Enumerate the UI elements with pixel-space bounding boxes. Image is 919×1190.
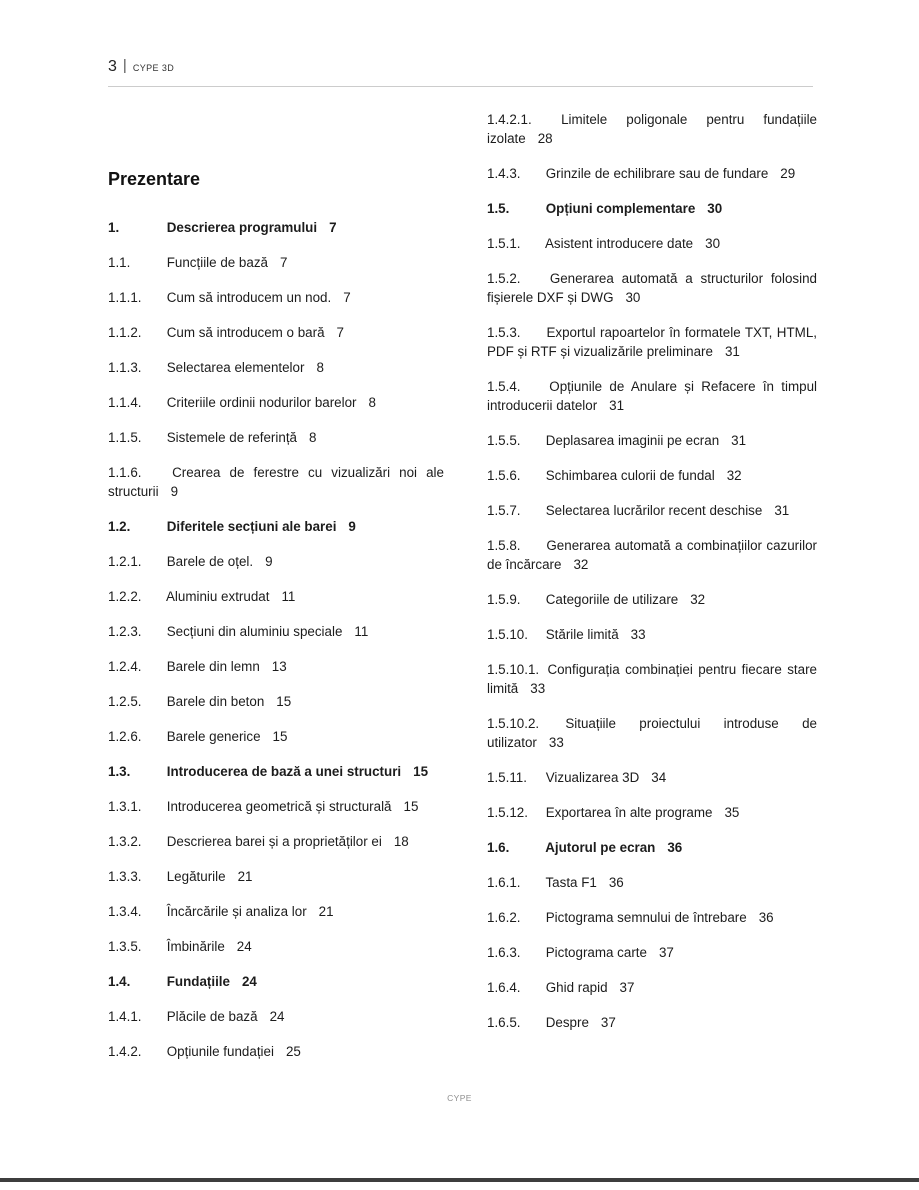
toc-entry-number: 1.5.6. [487, 468, 521, 483]
toc-entry-text: Aluminiu extrudat [165, 589, 270, 604]
toc-entry-text: Fundațiile [166, 974, 230, 989]
header-doc-title: CYPE 3D [132, 63, 175, 73]
toc-entry [108, 428, 444, 447]
toc-entry-number: 1.2.1. [108, 554, 142, 569]
toc-entry-page: 37 [600, 1015, 616, 1030]
toc-entry [108, 657, 444, 676]
toc-entry-page: 8 [316, 360, 324, 375]
toc-entry-number: 1.1.6. [108, 465, 142, 480]
header-page-number: 3 [108, 58, 117, 75]
toc-entry [487, 768, 817, 787]
toc-entry-text: Despre [545, 1015, 589, 1030]
toc-entry-text: Barele generice [166, 729, 261, 744]
toc-entry-text: Funcțiile de bază [166, 255, 268, 270]
toc-entry-number: 1.1.2. [108, 325, 142, 340]
toc-entry-text: Pictograma semnului de întrebare [545, 910, 747, 925]
toc-entry [487, 269, 817, 307]
toc-entry [108, 517, 444, 536]
toc-entry [108, 692, 444, 711]
toc-entry [487, 466, 817, 485]
toc-entry [108, 288, 444, 307]
toc-entry-page: 15 [413, 764, 429, 779]
toc-entry-number: 1.4.1. [108, 1009, 142, 1024]
toc-entry-number: 1.2.3. [108, 624, 142, 639]
toc-entry-number: 1.5.10. [487, 627, 528, 642]
toc-entry-page: 21 [237, 869, 253, 884]
toc-entry [487, 199, 817, 218]
toc-entry-page: 35 [724, 805, 740, 820]
toc-entry-text: Deplasarea imaginii pe ecran [545, 433, 720, 448]
toc-entry-text: Opțiunile de Anulare și Refacere în timpul introducerii datelor [487, 379, 817, 413]
toc-entry [108, 762, 444, 781]
toc-entry-text: Introducerea geometrică și structurală [166, 799, 392, 814]
toc-entry [487, 714, 817, 752]
toc-entry-number: 1.1.1. [108, 290, 142, 305]
page-title: Prezentare [108, 169, 201, 189]
toc-entry-text: Exportarea în alte programe [545, 805, 713, 820]
toc-entry-text: Descrierea programului [166, 220, 318, 235]
toc-entry-number: 1.2. [108, 519, 131, 534]
toc-entry-page: 24 [236, 939, 252, 954]
toc-entry [487, 377, 817, 415]
toc-entry-page: 29 [780, 166, 796, 181]
toc-left-column [108, 168, 444, 1077]
toc-entry-number: 1.5.3. [487, 325, 521, 340]
toc-entry [108, 902, 444, 921]
toc-entry-text: Configurația combinației pentru fiecare stare limită [487, 662, 817, 696]
toc-entry [108, 972, 444, 991]
toc-entry-number: 1.6.1. [487, 875, 521, 890]
toc-entry-page: 7 [336, 325, 344, 340]
toc-entry-number: 1.3.1. [108, 799, 142, 814]
toc-entry-number: 1.3.3. [108, 869, 142, 884]
toc-entry-text: Legăturile [166, 869, 226, 884]
toc-entry-number: 1.1.5. [108, 430, 142, 445]
toc-entry [487, 1013, 817, 1032]
toc-entry-number: 1.5.9. [487, 592, 521, 607]
toc-entry-page: 31 [609, 398, 625, 413]
toc-entries-right [487, 110, 817, 1032]
toc-entry-number: 1.5. [487, 201, 510, 216]
toc-right-column [487, 110, 817, 1048]
toc-entry [108, 832, 444, 851]
toc-entry-page: 7 [279, 255, 288, 270]
toc-entry [487, 110, 817, 148]
toc-entry-number: 1.4.2.1. [487, 112, 532, 127]
toc-entry [108, 622, 444, 641]
toc-entry-page: 7 [329, 220, 337, 235]
toc-entry-text: Sistemele de referință [166, 430, 297, 445]
toc-entry-text: Generarea automată a combinațiilor cazurilor de încărcare [487, 538, 817, 572]
toc-entry [487, 625, 817, 644]
toc-entry-number: 1.6.2. [487, 910, 521, 925]
toc-entry-page: 34 [651, 770, 667, 785]
toc-entry-page: 31 [724, 344, 740, 359]
toc-entry-text: Asistent introducere date [544, 236, 694, 251]
toc-entry-text: Diferitele secțiuni ale barei [166, 519, 337, 534]
toc-entries-left [108, 218, 444, 1061]
toc-entry-text: Ajutorul pe ecran [545, 840, 656, 855]
toc-entry [487, 838, 817, 857]
toc-entry [108, 358, 444, 377]
toc-entry-number: 1.2.5. [108, 694, 142, 709]
toc-entry-text: Cum să introducem un nod. [166, 290, 332, 305]
toc-entry-text: Criteriile ordinii nodurilor barelor [166, 395, 357, 410]
header-rule [108, 86, 813, 87]
toc-entry [487, 431, 817, 450]
toc-entry-number: 1.5.12. [487, 805, 528, 820]
toc-entry [108, 867, 444, 886]
toc-entry-page: 21 [318, 904, 334, 919]
toc-entry [487, 660, 817, 698]
toc-entry-page: 15 [276, 694, 292, 709]
toc-entry-text: Îmbinările [166, 939, 225, 954]
toc-entry-number: 1.6.4. [487, 980, 521, 995]
toc-entry [487, 978, 817, 997]
toc-entry-page: 30 [707, 201, 723, 216]
toc-entry-text: Opțiuni complementare [545, 201, 696, 216]
toc-entry [108, 1042, 444, 1061]
toc-entry-number: 1.6.3. [487, 945, 521, 960]
toc-entry-text: Introducerea de bază a unei structuri [166, 764, 402, 779]
toc-entry [108, 552, 444, 571]
toc-entry-text: Secțiuni din aluminiu speciale [166, 624, 343, 639]
toc-entry-number: 1.3.2. [108, 834, 142, 849]
toc-entry-text: Plăcile de bază [166, 1009, 258, 1024]
toc-entry-page: 31 [731, 433, 747, 448]
toc-entry-text: Vizualizarea 3D [545, 770, 640, 785]
toc-entry-page: 32 [573, 557, 589, 572]
toc-entry [487, 501, 817, 520]
toc-entry-page: 15 [272, 729, 288, 744]
toc-entry [487, 943, 817, 962]
toc-entry-number: 1.4.2. [108, 1044, 142, 1059]
toc-entry [108, 727, 444, 746]
toc-entry-text: Cum să introducem o bară [166, 325, 325, 340]
toc-entry-page: 11 [281, 589, 296, 604]
toc-entry-page: 33 [630, 627, 646, 642]
toc-entry [487, 164, 817, 183]
toc-entry-page: 13 [271, 659, 287, 674]
toc-entry [108, 253, 444, 272]
toc-entry [108, 587, 444, 606]
toc-entry [108, 323, 444, 342]
header-separator: | [122, 57, 127, 74]
toc-entry-text: Opțiunile fundației [166, 1044, 274, 1059]
toc-entry-text: Pictograma carte [545, 945, 647, 960]
toc-entry-number: 1.5.1. [487, 236, 521, 251]
toc-entry [487, 803, 817, 822]
toc-entry-number: 1.2.2. [108, 589, 142, 604]
toc-entry-page: 36 [758, 910, 774, 925]
toc-entry-page: 24 [241, 974, 257, 989]
toc-entry-number: 1.2.4. [108, 659, 142, 674]
toc-entry [108, 463, 444, 501]
toc-entry-text: Situațiile proiectului introduse de utilizator [487, 716, 817, 750]
toc-entry-number: 1.5.11. [487, 770, 527, 785]
toc-entry-number: 1.1. [108, 255, 131, 270]
toc-entry-page: 8 [368, 395, 376, 410]
toc-entry-number: 1.4.3. [487, 166, 521, 181]
toc-entry-number: 1.5.8. [487, 538, 521, 553]
toc-entry-number: 1.5.5. [487, 433, 521, 448]
toc-entry-number: 1.2.6. [108, 729, 142, 744]
toc-entry-page: 32 [726, 468, 742, 483]
toc-entry-text: Tasta F1 [545, 875, 597, 890]
toc-entry-text: Schimbarea culorii de fundal [545, 468, 715, 483]
toc-entry [487, 323, 817, 361]
toc-entry-page: 33 [548, 735, 564, 750]
toc-entry-page: 37 [658, 945, 674, 960]
toc-entry-page: 18 [393, 834, 409, 849]
toc-entry [487, 234, 817, 253]
toc-entry-text: Categoriile de utilizare [545, 592, 679, 607]
toc-entry-page: 8 [309, 430, 317, 445]
toc-entry-page: 9 [348, 519, 356, 534]
toc-entry-page: 37 [619, 980, 635, 995]
toc-entry-page: 11 [354, 624, 369, 639]
toc-entry-text: Limitele poligonale pentru fundațiile izolate [487, 112, 817, 146]
page-footer [0, 1093, 919, 1103]
toc-entry-number: 1.3.5. [108, 939, 142, 954]
toc-entry-page: 9 [170, 484, 179, 499]
toc-entry [487, 536, 817, 574]
toc-entry-text: Încărcările și analiza lor [166, 904, 307, 919]
toc-entry-page: 30 [625, 290, 641, 305]
toc-entry-number: 1.5.2. [487, 271, 521, 286]
toc-entry [108, 218, 444, 237]
toc-entry [108, 393, 444, 412]
toc-entry-text: Selectarea elementelor [166, 360, 305, 375]
toc-entry-text: Crearea de ferestre cu vizualizări noi ale structurii [108, 465, 444, 499]
toc-entry [487, 590, 817, 609]
toc-entry-text: Generarea automată a structurilor folosind fișierele DXF și DWG [487, 271, 817, 305]
toc-entry-page: 32 [690, 592, 706, 607]
toc-entry-number: 1.3. [108, 764, 131, 779]
toc-entry-number: 1.5.7. [487, 503, 521, 518]
toc-entry [108, 1007, 444, 1026]
toc-entry-number: 1.5.4. [487, 379, 521, 394]
toc-entry-page: 15 [403, 799, 419, 814]
toc-entry-page: 36 [667, 840, 683, 855]
page-header [108, 58, 174, 76]
toc-entry-text: Barele de oțel. [166, 554, 254, 569]
toc-entry-text: Grinzile de echilibrare sau de fundare [545, 166, 769, 181]
toc-entry-page: 24 [269, 1009, 285, 1024]
toc-entry-number: 1.6.5. [487, 1015, 521, 1030]
toc-entry-page: 33 [530, 681, 546, 696]
toc-entry [108, 797, 444, 816]
toc-entry-text: Barele din beton [166, 694, 265, 709]
bottom-rule [0, 1178, 919, 1182]
toc-entry-page: 28 [537, 131, 553, 146]
toc-entry-page: 31 [774, 503, 790, 518]
toc-entry [487, 873, 817, 892]
toc-entry-page: 30 [705, 236, 721, 251]
toc-entry-page: 7 [343, 290, 351, 305]
toc-entry-number: 1.6. [487, 840, 510, 855]
toc-entry-text: Barele din lemn [166, 659, 260, 674]
toc-entry-text: Selectarea lucrărilor recent deschise [545, 503, 763, 518]
toc-entry-number: 1.4. [108, 974, 131, 989]
toc-entry-number: 1. [108, 220, 120, 235]
toc-entry [108, 937, 444, 956]
toc-entry-page: 25 [285, 1044, 301, 1059]
toc-entry-number: 1.5.10.2. [487, 716, 540, 731]
toc-entry-text: Stările limită [545, 627, 619, 642]
toc-entry-page: 9 [265, 554, 273, 569]
toc-entry-text: Descrierea barei și a proprietăților ei [166, 834, 382, 849]
toc-entry-text: Ghid rapid [545, 980, 608, 995]
toc-entry [487, 908, 817, 927]
toc-entry-number: 1.1.4. [108, 395, 142, 410]
toc-entry-page: 36 [608, 875, 624, 890]
toc-entry-text: Exportul rapoartelor în formatele TXT, HTML, PDF și RTF și vizualizările preliminare [487, 325, 817, 359]
toc-entry-number: 1.1.3. [108, 360, 142, 375]
toc-entry-number: 1.5.10.1. [487, 662, 540, 677]
toc-entry-number: 1.3.4. [108, 904, 142, 919]
footer-brand: CYPE [447, 1093, 472, 1103]
